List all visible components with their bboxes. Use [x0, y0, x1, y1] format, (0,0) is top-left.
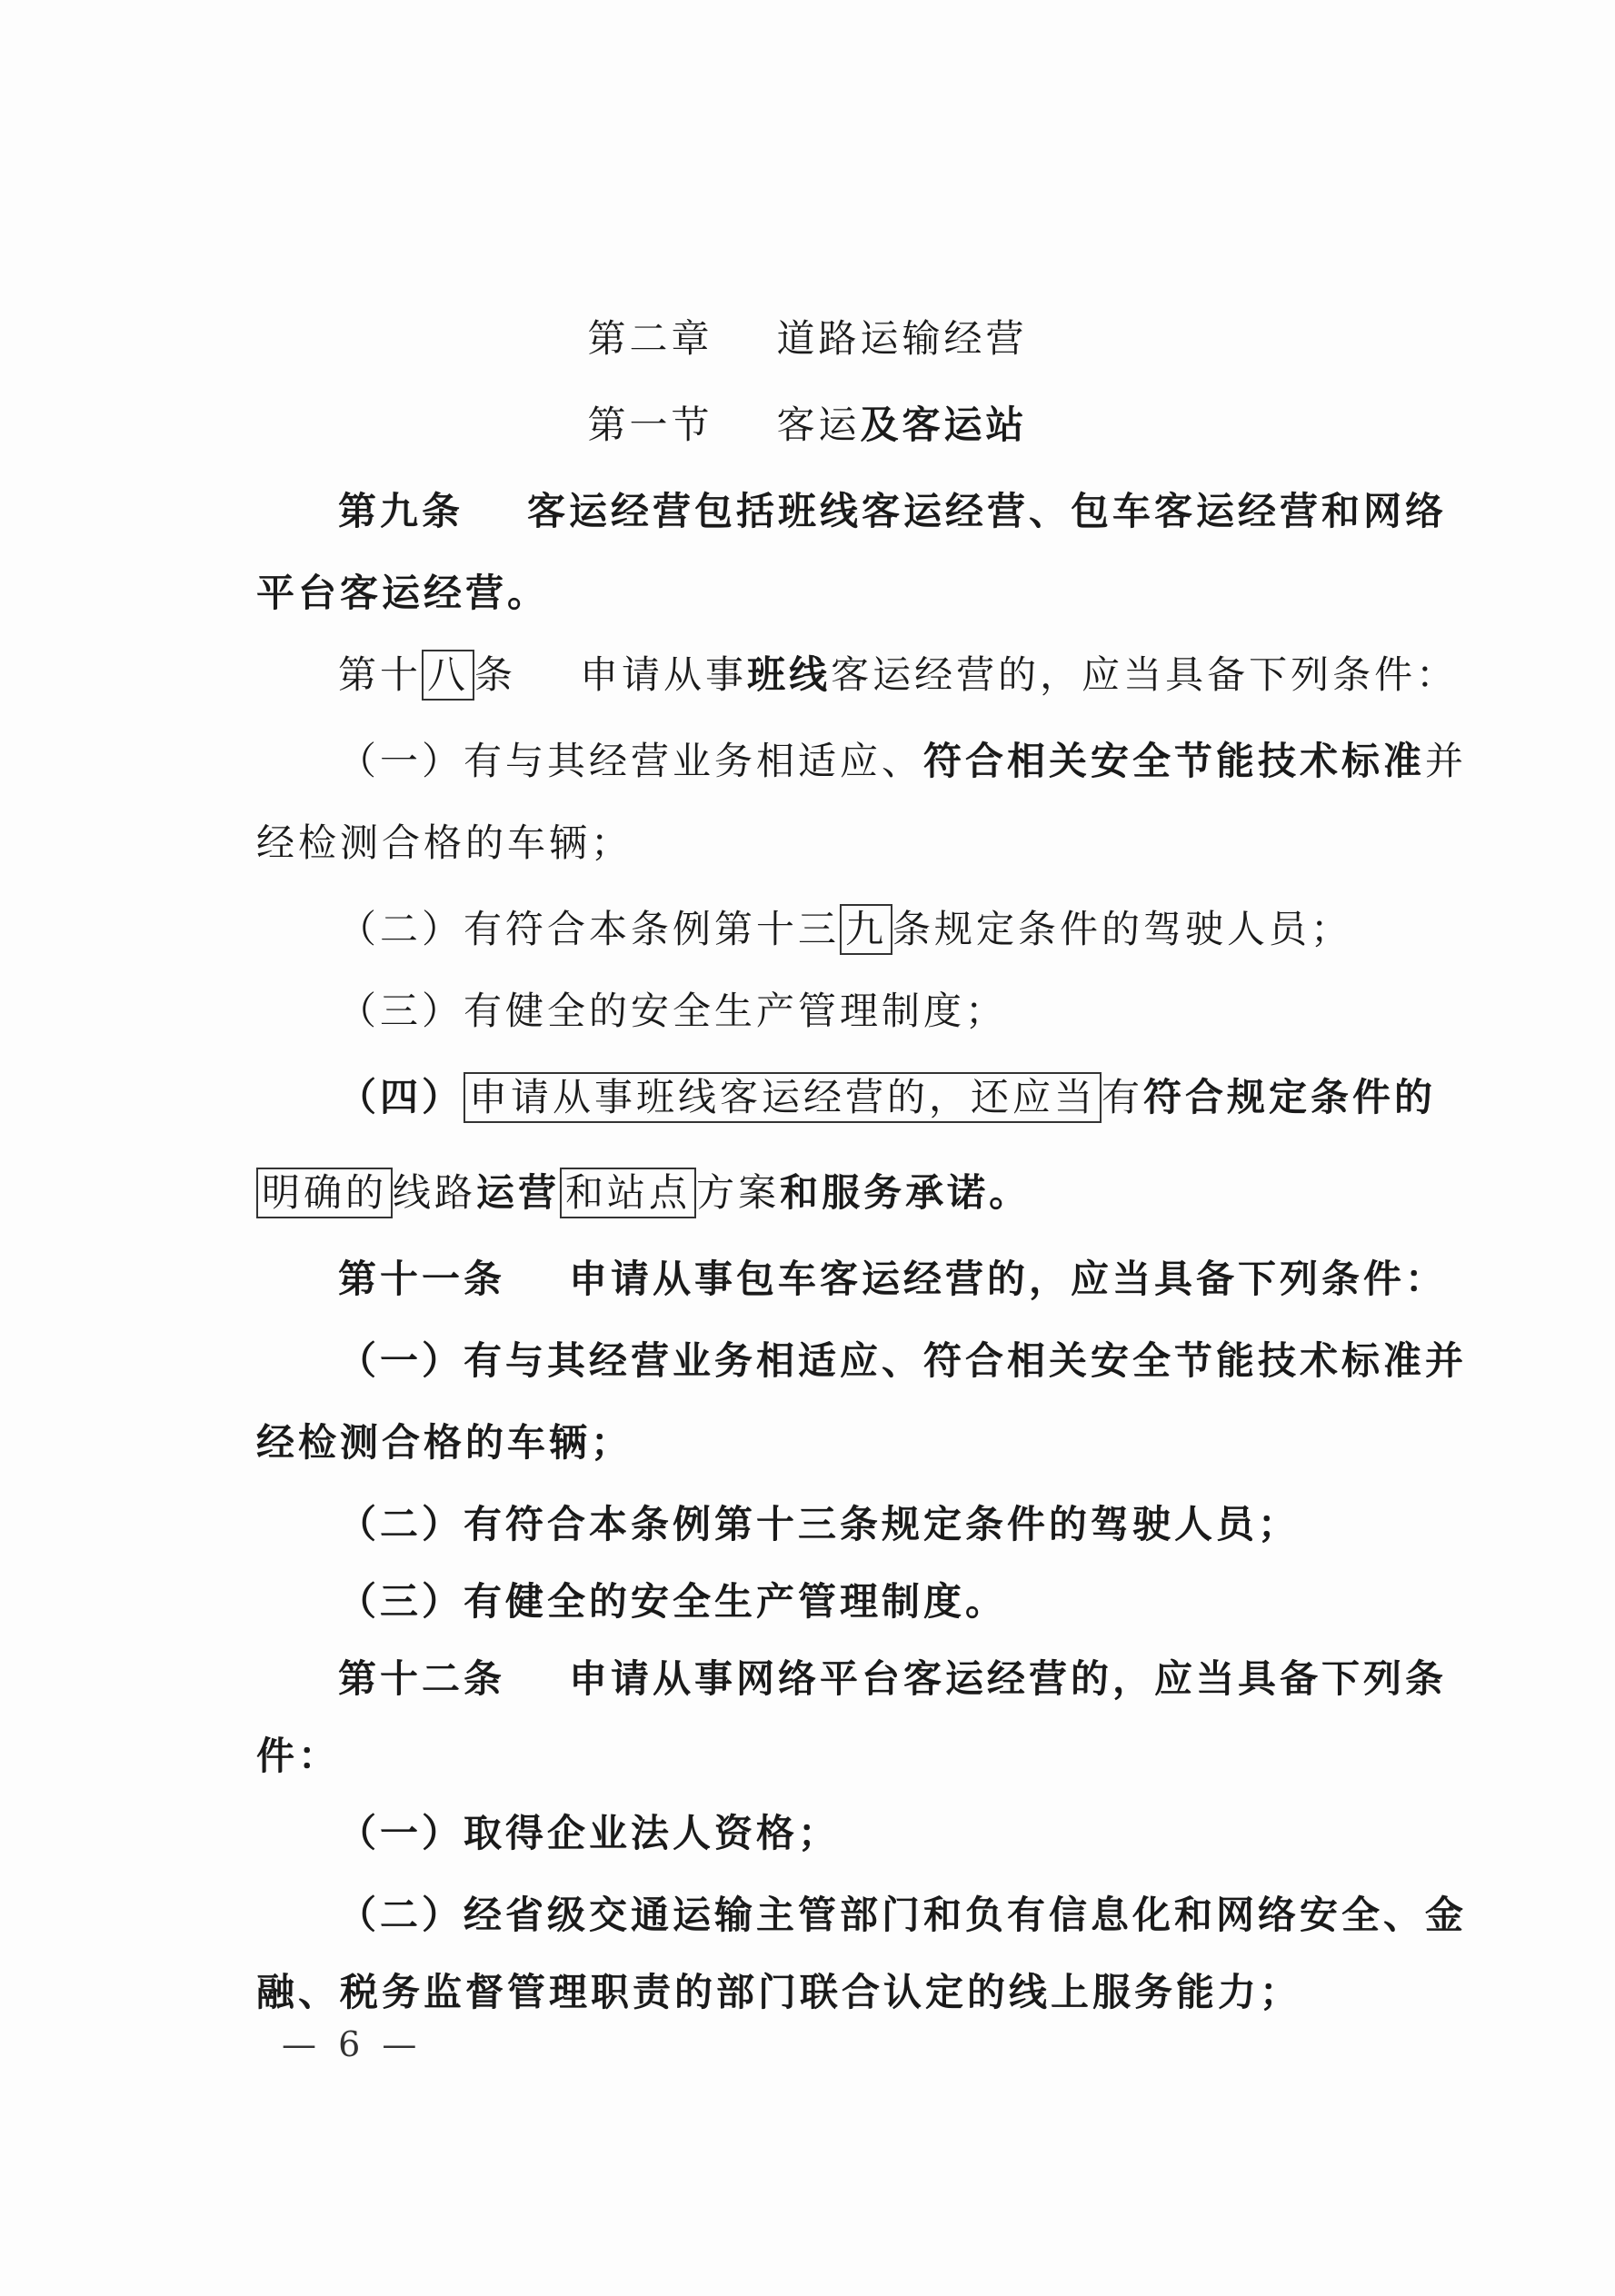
article-11-item-3-text: （三）有健全的安全生产管理制度。 [338, 1579, 1008, 1624]
page-number: — 6 — [282, 2024, 423, 2064]
article-10-item-4-a: （四） [338, 1075, 464, 1119]
article-12-item-1 [338, 1808, 1456, 1859]
article-10-text-a: 申请从事 [580, 652, 748, 697]
article-10-item-2 [338, 904, 1456, 955]
article-12-item-2-line-1 [338, 1890, 1468, 1941]
article-10-text-b: 班线 [747, 652, 832, 697]
article-10-text-c: 客运经营的，应当具备下列条件： [831, 652, 1459, 697]
article-10-item-1-b: 符合相关安全节能技术标准 [923, 739, 1426, 783]
article-10-item-4-line-2 [256, 1168, 1374, 1218]
article-9-line-1 [338, 486, 1456, 537]
article-10-item-4-2-d: 和服务承诺。 [780, 1170, 1032, 1215]
article-12-item-1-text: （一）取得企业法人资格； [338, 1811, 841, 1855]
article-11-item-1-line-1 [338, 1336, 1468, 1387]
section-title-a: 客运 [776, 403, 861, 447]
article-10-line-1 [338, 650, 1459, 701]
article-10-item-1-line-1 [338, 736, 1468, 787]
article-12-item-2-line-2 [256, 1967, 1374, 2018]
article-10-item-2-b: 条规定条件的驾驶人员； [892, 907, 1353, 951]
section-title-b: 及客运站 [860, 403, 1028, 447]
section-heading [0, 400, 1615, 451]
article-11-number: 第十一条 [338, 1257, 506, 1301]
article-12-number: 第十二条 [338, 1656, 506, 1701]
article-9-line-2 [256, 568, 1374, 619]
article-10-item-4-2-box-2: 和站点 [560, 1168, 696, 1218]
article-10-item-4-line-1 [338, 1072, 1456, 1123]
article-12-line-1 [338, 1654, 1456, 1705]
article-10-item-4-c: 符合规定条件的 [1143, 1075, 1437, 1119]
article-11-item-3 [338, 1576, 1456, 1627]
article-10-item-4-box: 申请从事班线客运经营的，还应当 [464, 1072, 1102, 1123]
article-9-text-2: 平台客运经营。 [256, 571, 550, 615]
article-10-item-4-2-box-1: 明确的 [256, 1168, 393, 1218]
article-11-item-2 [338, 1499, 1456, 1550]
article-11-item-1-2: 经检测合格的车辆； [256, 1420, 633, 1465]
article-11-item-1-line-2 [256, 1417, 1374, 1468]
article-10-item-4-b: 有 [1102, 1075, 1144, 1119]
article-10-item-1-a: （一）有与其经营业务相适应、 [338, 739, 924, 783]
article-10-item-1-line-2 [256, 818, 1374, 869]
article-11-text: 申请从事包车客运经营的，应当具备下列条件： [569, 1257, 1448, 1301]
article-12-text-2: 件： [256, 1734, 341, 1778]
article-10-number-a: 第十 [338, 652, 423, 697]
article-9-number: 第九条 [338, 489, 464, 533]
article-10-number-box: 八 [422, 650, 474, 701]
chapter-heading [0, 313, 1615, 364]
article-11-line-1 [338, 1254, 1456, 1305]
article-12-item-2-1: （二）经省级交通运输主管部门和负有信息化和网络安全、金 [338, 1893, 1468, 1937]
article-10-number-b: 条 [474, 652, 517, 697]
article-12-item-2-2: 融、税务监督管理职责的部门联合认定的线上服务能力； [256, 1970, 1302, 2014]
article-10-item-2-a: （二）有符合本条例第十三 [338, 907, 841, 951]
article-10-item-3-text: （三）有健全的安全生产管理制度； [338, 989, 1008, 1033]
chapter-title: 道路运输经营 [776, 316, 1028, 361]
chapter-number: 第二章 [587, 316, 713, 361]
article-9-text-1: 客运经营包括班线客运经营、包车客运经营和网络 [527, 489, 1448, 533]
section-number: 第一节 [587, 403, 713, 447]
article-10-item-4-2-a: 线路 [393, 1170, 477, 1215]
article-10-item-1-c: 并 [1425, 739, 1468, 783]
article-10-item-4-2-c: 方案 [696, 1170, 781, 1215]
article-10-item-3 [338, 986, 1456, 1037]
article-11-item-2-text: （二）有符合本条例第十三条规定条件的驾驶人员； [338, 1502, 1301, 1546]
article-12-text-1: 申请从事网络平台客运经营的，应当具备下列条 [569, 1656, 1448, 1701]
article-10-item-1-2: 经检测合格的车辆； [256, 820, 633, 865]
article-10-item-4-2-b: 运营 [476, 1170, 561, 1215]
article-12-line-2 [256, 1731, 1374, 1782]
article-10-item-2-box: 九 [840, 904, 892, 955]
article-11-item-1-1: （一）有与其经营业务相适应、符合相关安全节能技术标准并 [338, 1338, 1468, 1383]
